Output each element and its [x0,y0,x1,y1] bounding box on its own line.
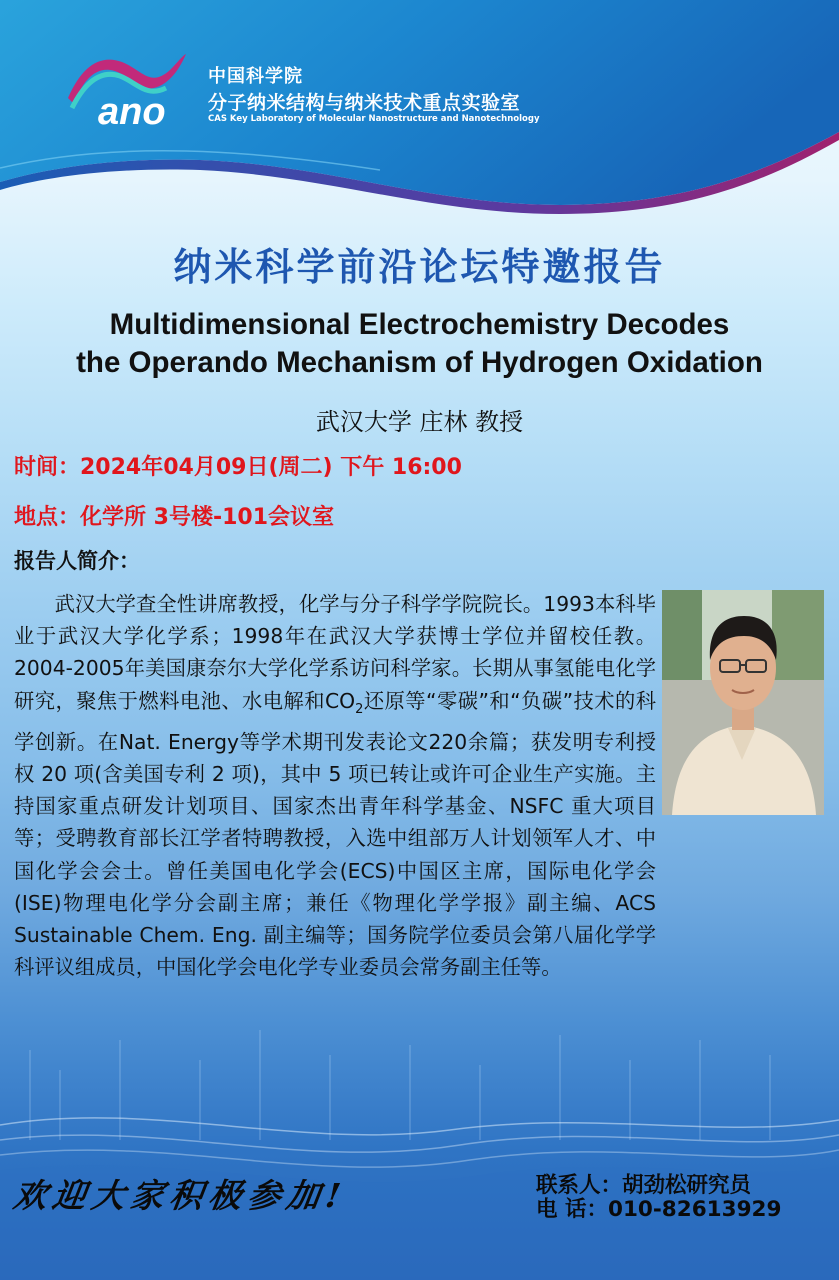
org-name: 中国科学院 [208,66,303,87]
contact-phone: 电 话：010-82613929 [536,1197,782,1222]
event-location: 地点：化学所 3号楼-101会议室 [14,505,335,530]
logo-text: ano [98,91,166,130]
forum-title: 纳米科学前沿论坛特邀报告 [173,245,666,289]
bio-subscript: 2 [355,701,364,717]
nano-logo [62,48,192,130]
footer-graphic [0,1030,839,1280]
contact-person: 联系人：胡劲松研究员 [536,1173,752,1198]
speaker: 武汉大学 庄林 教授 [315,408,524,436]
lab-name-en: CAS Key Laboratory of Molecular Nanostructure and Nanotechnology [208,114,540,124]
header-banner [0,0,839,215]
event-time: 时间：2024年04月09日(周二) 下午 16:00 [14,455,462,480]
talk-title-line-1: Multidimensional Electrochemistry Decodes [109,308,730,341]
bio-text-part-2: 还原等“零碳”和“负碳”技术的科学创新。在Nat. Energy等学术期刊发表论文220余篇；获发明专利授权 20 项(含美国专利 2 项)，其中 5 项已转让或许可企业生产实施。主持国家重点研发计划项目、国家杰出青年科学基金、NSFC 重大项目等；受聘教育部长江学者特聘教授，入选中组部万人计划领军人才、中国化学会会士。曾任美国电化学会(ECS)中国区主席，国际电化学会(ISE)物理电化学分会副主席；兼任《物理化学学报》副主编、ACS Sustainable Chem. Eng. 副主编等；国务院学位委员会第八届化学学科评议组成员，中国化学会电化学专业委员会常务副主任等。 [14,688,656,980]
bio-text-part-1: 武汉大学查全性讲席教授，化学与分子科学学院院长。1993本科毕业于武汉大学化学系；1998年在武汉大学获博士学位并留校任教。2004-2005年美国康奈尔大学化学系访问科学家。长期从事氢能电化学研究，聚焦于燃料电池、水电解和CO [14,592,656,713]
talk-title-line-2: the Operando Mechanism of Hydrogen Oxidation [76,346,763,379]
lab-name: 分子纳米结构与纳米技术重点实验室 [208,92,521,114]
speaker-photo [662,590,824,815]
bio-text [14,588,656,983]
welcome-slogan: 欢迎大家积极参加! [10,1176,349,1215]
footer-waves [0,1030,839,1280]
talk-title [0,306,839,382]
bio-heading: 报告人简介： [14,549,140,573]
